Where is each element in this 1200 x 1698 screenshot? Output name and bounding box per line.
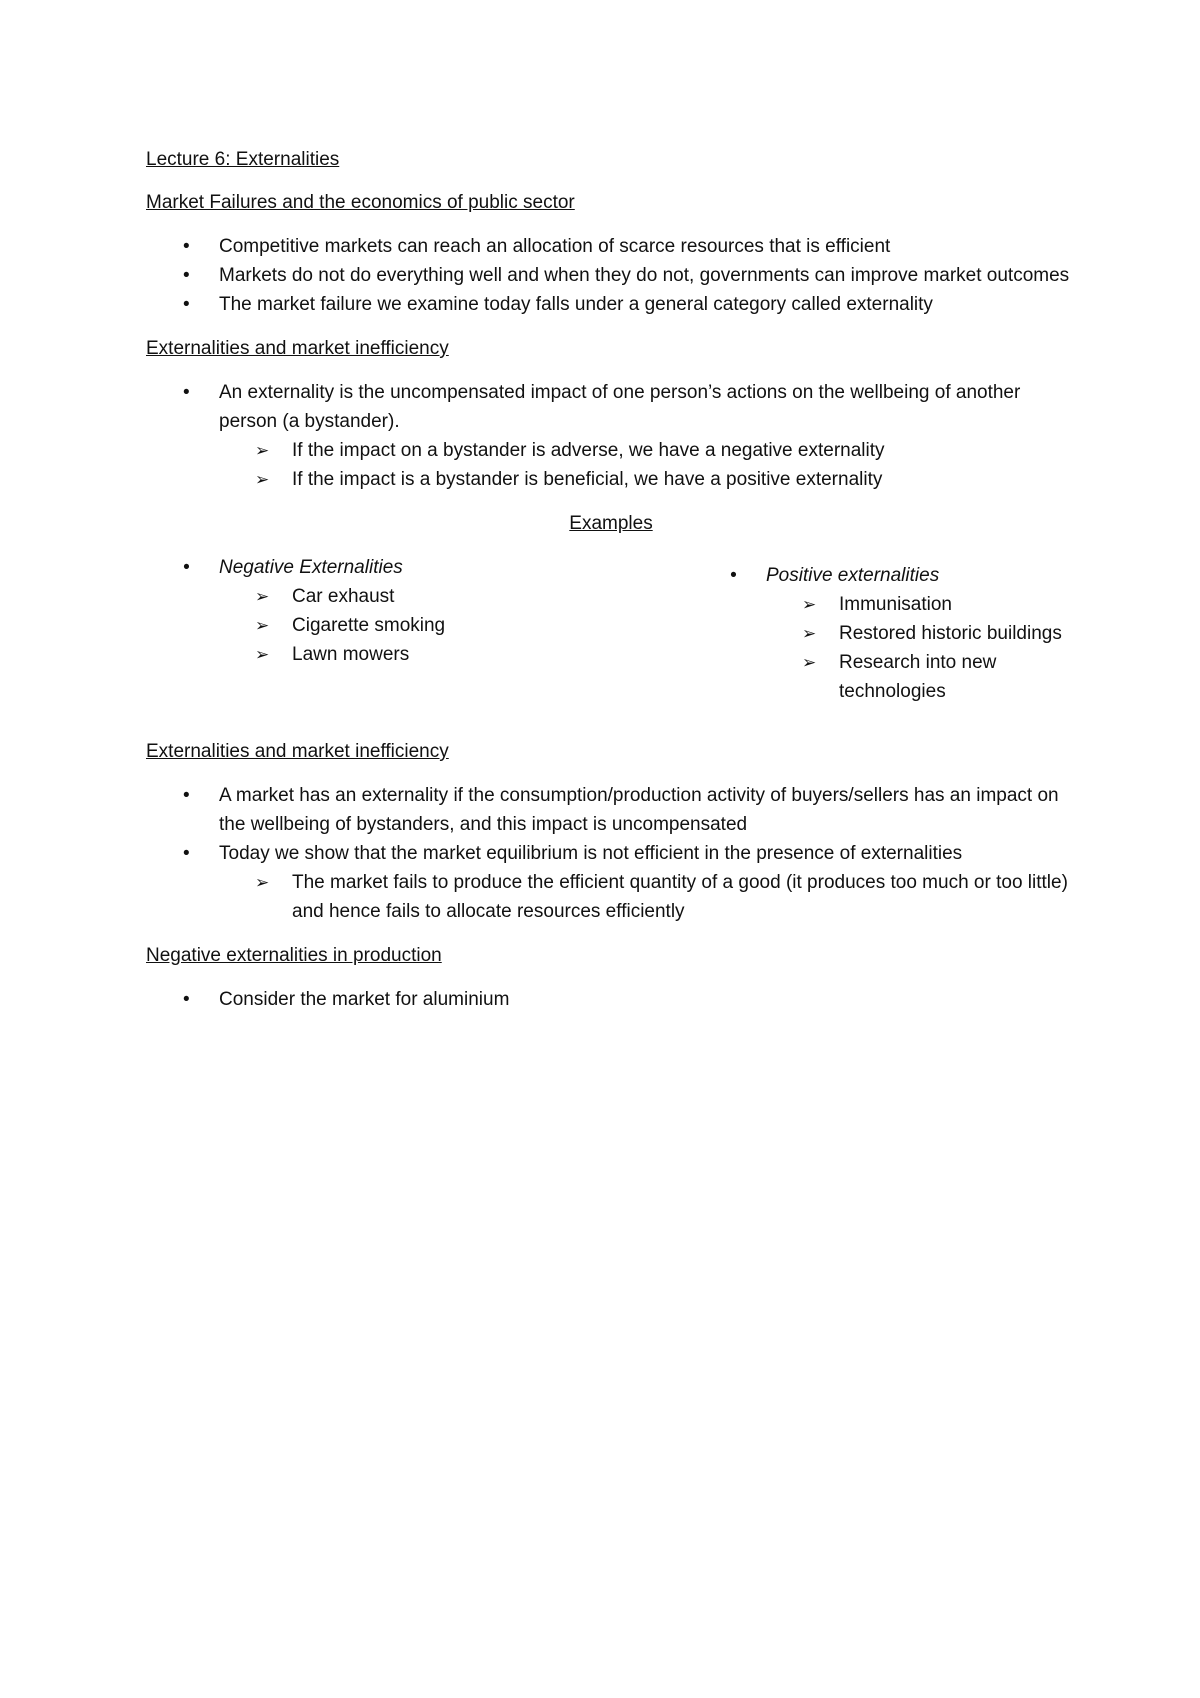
sub-list-item-text: Restored historic buildings (839, 623, 1062, 644)
arrowhead-icon: ➢ (802, 653, 817, 672)
sub-list-item (766, 590, 1083, 619)
sub-list-item-text: Cigarette smoking (292, 615, 446, 636)
examples-heading: Examples (569, 513, 653, 534)
document-body (146, 145, 1076, 1029)
arrowhead-icon: ➢ (255, 873, 270, 892)
section-heading-negative-production: Negative externalities in production (146, 945, 442, 966)
bullet-list-externality-definition (146, 378, 1076, 494)
sub-list-item-text: Car exhaust (292, 586, 395, 607)
list-item: • Consider the market for aluminium (146, 985, 1076, 1014)
list-item: • Competitive markets can reach an allocation of scarce resources that is efficient (146, 232, 1076, 261)
sub-list-item (219, 436, 1076, 465)
sub-list-item-text: Research into new technologies (839, 652, 997, 702)
arrowhead-icon: ➢ (255, 441, 270, 460)
list-item: • The market failure we examine today falls under a general category called externality (146, 290, 1076, 319)
list-item-text: An externality is the uncompensated impact of one person’s actions on the wellbeing of another person (a bystander). (219, 382, 1021, 432)
sub-list-item (766, 619, 1083, 648)
sub-list-item-text: Lawn mowers (292, 644, 410, 665)
bullet-list-market-externality (146, 781, 1076, 926)
section-heading-market-failures: Market Failures and the economics of public sector (146, 192, 575, 213)
sub-list-item-text: If the impact is a bystander is beneficial, we have a positive externality (292, 469, 883, 490)
arrowhead-icon: ➢ (802, 595, 817, 614)
sub-list-item-text: If the impact on a bystander is adverse, we have a negative externality (292, 440, 885, 461)
section-heading-externalities-inefficiency: Externalities and market inefficiency (146, 338, 449, 359)
list-item: • Markets do not do everything well and when they do not, governments can improve market outcomes (146, 261, 1076, 290)
sub-list-item (219, 465, 1076, 494)
list-item-positive-label: • Positive externalities (693, 561, 1083, 590)
arrowhead-icon: ➢ (255, 645, 270, 664)
bullet-list-aluminium (146, 985, 1076, 1014)
sub-list-item (219, 582, 666, 611)
arrowhead-icon: ➢ (255, 587, 270, 606)
section-heading-externalities-inefficiency-2: Externalities and market inefficiency (146, 741, 449, 762)
sub-list-item-text: Immunisation (839, 594, 952, 615)
sub-list-item (219, 868, 1076, 926)
sub-list-item (219, 640, 666, 669)
list-item-negative-label: • Negative Externalities (146, 553, 666, 582)
bullet-list-market-failures (146, 232, 1076, 319)
negative-externalities-list (146, 553, 666, 669)
list-item (146, 378, 1076, 436)
sub-list-item (766, 648, 1083, 706)
arrowhead-icon: ➢ (255, 616, 270, 635)
examples-columns (146, 553, 1076, 723)
page-title: Lecture 6: Externalities (146, 149, 340, 170)
arrowhead-icon: ➢ (255, 470, 270, 489)
arrowhead-icon: ➢ (802, 624, 817, 643)
list-item: • Today we show that the market equilibrium is not efficient in the presence of externalities (146, 839, 1076, 868)
sub-list-item-text: The market fails to produce the efficient quantity of a good (it produces too much or too little) and hence fails to allocate resources efficiently (292, 872, 1068, 922)
sub-list-item (219, 611, 666, 640)
positive-externalities-list (693, 561, 1083, 706)
list-item: • A market has an externality if the consumption/production activity of buyers/sellers has an impact on the wellbeing of bystanders, and this impact is uncompensated (146, 781, 1076, 839)
